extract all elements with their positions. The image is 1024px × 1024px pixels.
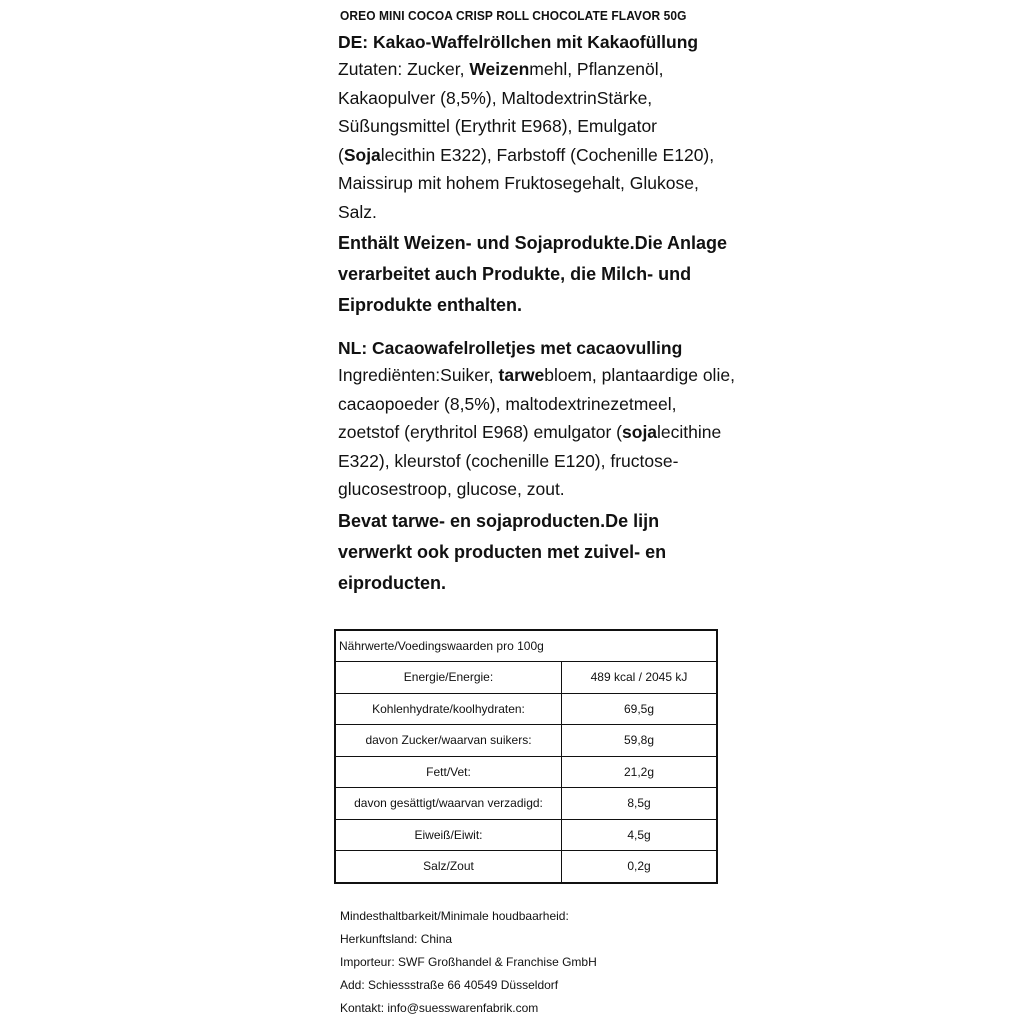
dutch-allergen-notice: Bevat tarwe- en sojaproducten.De lijn verwerkt ook producten met zuivel- en eiproducten.	[338, 510, 667, 593]
table-row	[335, 756, 717, 788]
nutrient-name: Kohlenhydrate/koolhydraten:	[335, 693, 562, 725]
table-row	[335, 693, 717, 725]
contact-line: Kontakt: info@suesswarenfabrik.com	[340, 1001, 539, 1015]
country-of-origin-line: Herkunftsland: China	[340, 932, 453, 946]
table-row	[335, 788, 717, 820]
table-row	[335, 662, 717, 694]
address-line: Add: Schiessstraße 66 40549 Düsseldorf	[340, 978, 559, 992]
nutrient-value: 489 kcal / 2045 kJ	[562, 662, 718, 694]
allergen-highlight: Soja	[343, 144, 381, 165]
nutrient-value: 8,5g	[562, 788, 718, 820]
nutrient-name: Energie/Energie:	[335, 662, 562, 694]
ingredient-segment: mehl, Pflanzenöl, Kakaopulver (8,5%), MaltodextrinStärke, Süßungsmittel (Erythrit E968), Emulgator (	[338, 59, 664, 165]
importer-line: Importeur: SWF Großhandel & Franchise GmbH	[340, 955, 597, 969]
allergen-highlight: tarwe	[498, 365, 545, 385]
product-label	[338, 8, 738, 599]
nutrient-name: Salz/Zout	[335, 851, 562, 883]
nutrient-name: Eiweiß/Eiwit:	[335, 819, 562, 851]
allergen-highlight: soja	[622, 422, 658, 442]
nutrient-value: 21,2g	[562, 756, 718, 788]
german-allergen-notice: Enthält Weizen- und Sojaprodukte.Die Anlage verarbeitet auch Produkte, die Milch- und Eiprodukte enthalten.	[338, 233, 728, 315]
ingredient-segment: lecithine E322), kleurstof (cochenille E120), fructose-glucosestroop, glucose, zout.	[338, 422, 722, 499]
nutrient-name: davon gesättigt/waarvan verzadigd:	[335, 788, 562, 820]
nutrient-value: 69,5g	[562, 693, 718, 725]
nutrient-value: 0,2g	[562, 851, 718, 883]
allergen-highlight: Weizen	[469, 59, 530, 79]
ingredient-segment: Ingrediënten:Suiker,	[338, 365, 499, 385]
product-title: OREO MINI COCOA CRISP ROLL CHOCOLATE FLAVOR 50G	[340, 8, 687, 23]
nutrition-header-row	[335, 630, 717, 662]
nutrient-value: 4,5g	[562, 819, 718, 851]
nutrient-name: davon Zucker/waarvan suikers:	[335, 725, 562, 757]
nutrient-name: Fett/Vet:	[335, 756, 562, 788]
nutrient-value: 59,8g	[562, 725, 718, 757]
dutch-heading: NL: Cacaowafelrolletjes met cacaovulling	[338, 338, 683, 358]
german-ingredients	[338, 55, 738, 226]
ingredient-segment: Zutaten: Zucker,	[338, 59, 470, 79]
german-heading: DE: Kakao-Waffelröllchen mit Kakaofüllung	[338, 32, 699, 52]
ingredient-segment: lecithin E322), Farbstoff (Cochenille E120), Maissirup mit hohem Fruktosegehalt, Glukose, Salz.	[338, 144, 715, 222]
table-row	[335, 725, 717, 757]
nutrition-header: Nährwerte/Voedingswaarden pro 100g	[335, 630, 717, 662]
footer-info	[340, 905, 597, 1020]
dutch-ingredients	[338, 361, 738, 504]
ingredient-segment: bloem, plantaardige olie, cacaopoeder (8,5%), maltodextrinezetmeel, zoetstof (erythritol E968) emulgator (	[338, 365, 735, 442]
best-before-line: Mindesthaltbarkeit/Minimale houdbaarheid:	[340, 909, 569, 923]
table-row	[335, 851, 717, 883]
nutrition-table	[334, 629, 718, 884]
table-row	[335, 819, 717, 851]
